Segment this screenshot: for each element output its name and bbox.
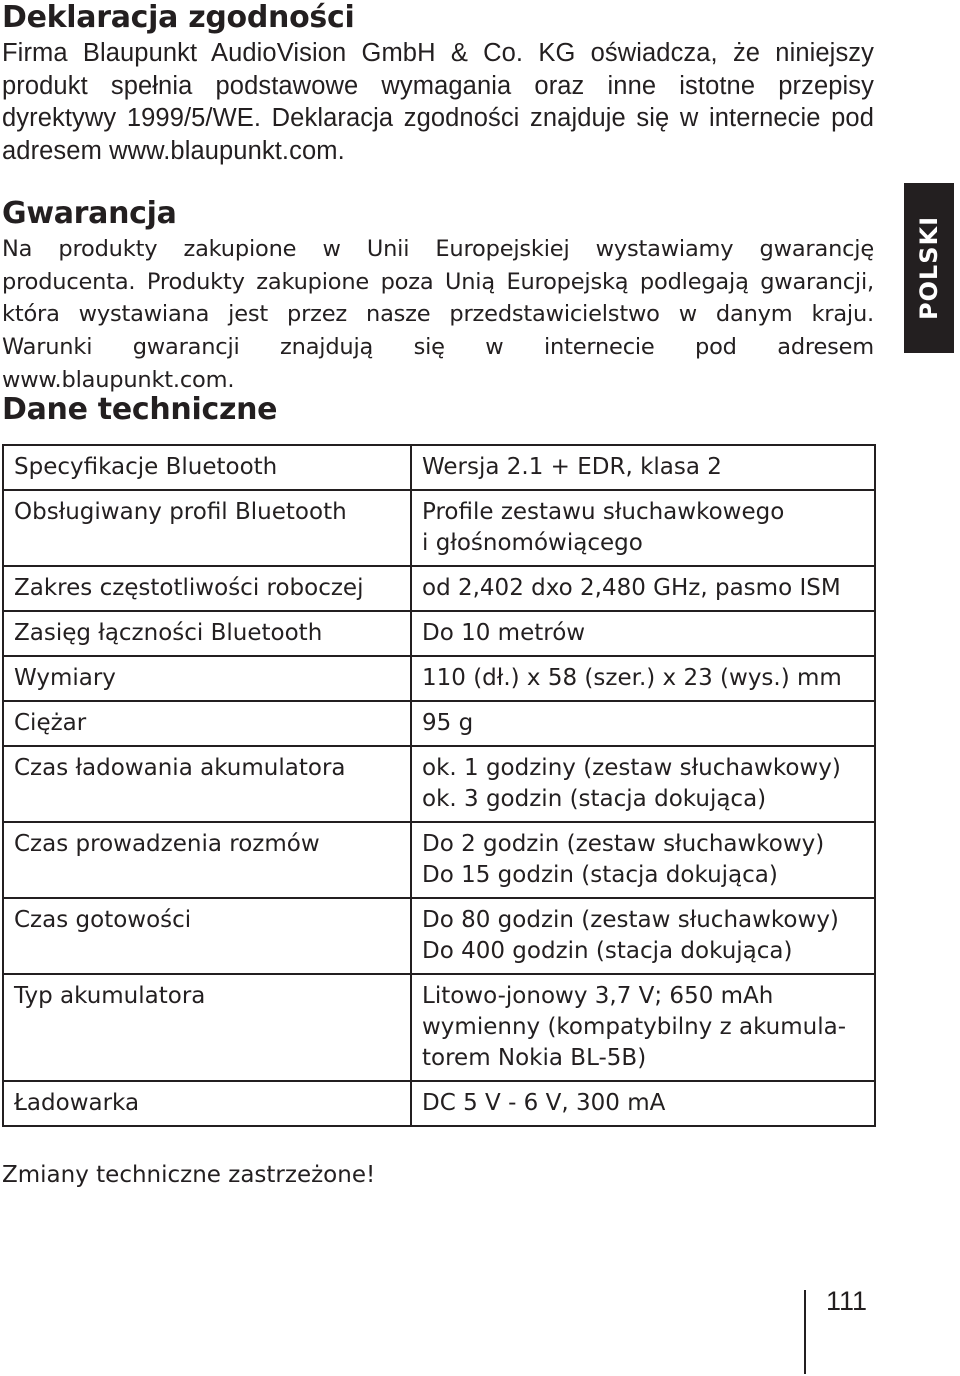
spec-row: [3, 566, 875, 611]
spec-row: [3, 746, 875, 822]
spec-label: Obsługiwany profil Bluetooth: [3, 490, 411, 566]
footer-note: Zmiany techniczne zastrzeżone!: [2, 1162, 376, 1188]
spec-value: [411, 1081, 875, 1126]
spec-label: Czas gotowości: [3, 898, 411, 974]
page-number-divider: [804, 1290, 806, 1374]
spec-value: [411, 701, 875, 746]
warranty-title: Gwarancja: [2, 196, 177, 231]
spec-label: Czas ładowania akumulatora: [3, 746, 411, 822]
spec-value-line: Do 15 godzin (stacja dokująca): [422, 862, 778, 888]
spec-value-line: 95 g: [422, 710, 474, 736]
spec-row: [3, 1081, 875, 1126]
spec-value: [411, 898, 875, 974]
spec-label: Ciężar: [3, 701, 411, 746]
spec-value: [411, 656, 875, 701]
spec-row: [3, 445, 875, 490]
spec-label: Typ akumulatora: [3, 974, 411, 1081]
declaration-body: Firma Blaupunkt AudioVision GmbH & Co. KG oświadcza, że niniejszy produkt spełnia podstawowe wymagania oraz inne istotne przepisy dyrektywy 1999/5/WE. Deklaracja zgodności znajduje się w internecie pod adresem www.blaupunkt.com.: [2, 39, 874, 166]
spec-value-line: Do 2 godzin (zestaw słuchawkowy): [422, 831, 825, 857]
warranty-body: Na produkty zakupione w Unii Europejskiej wystawiamy gwarancję producenta. Produkty zakupione poza Unią Europejską podlegają gwarancji, która wystawiana jest przez nasze przedstawicielstwo w danym kraju. Warunki gwarancji znajdują się w internecie pod adresem www.blaupunkt.com.: [2, 236, 874, 393]
spec-row: [3, 898, 875, 974]
spec-row: [3, 974, 875, 1081]
spec-row: [3, 701, 875, 746]
spec-value-line: Do 400 godzin (stacja dokująca): [422, 938, 793, 964]
spec-label: Ładowarka: [3, 1081, 411, 1126]
spec-value: [411, 822, 875, 898]
spec-value-line: od 2,402 dxo 2,480 GHz, pasmo ISM: [422, 575, 841, 601]
spec-value-line: Do 10 metrów: [422, 620, 586, 646]
spec-label: Specyfikacje Bluetooth: [3, 445, 411, 490]
spec-value: [411, 746, 875, 822]
spec-label: Zakres częstotliwości roboczej: [3, 566, 411, 611]
spec-value-line: ok. 3 godzin (stacja dokująca): [422, 786, 767, 812]
spec-value-line: DC 5 V - 6 V, 300 mA: [422, 1090, 666, 1116]
specs-title: Dane techniczne: [2, 392, 278, 427]
specs-table-body: [3, 445, 875, 1126]
spec-row: [3, 822, 875, 898]
spec-row: [3, 611, 875, 656]
language-side-tab-label: POLSKI: [915, 215, 944, 321]
spec-value-line: ok. 1 godziny (zestaw słuchawkowy): [422, 755, 841, 781]
spec-value-line: i głośnomówiącego: [422, 530, 643, 556]
spec-label: Czas prowadzenia rozmów: [3, 822, 411, 898]
spec-value: [411, 974, 875, 1081]
spec-value: [411, 611, 875, 656]
spec-label: Zasięg łączności Bluetooth: [3, 611, 411, 656]
spec-value: [411, 445, 875, 490]
spec-value-line: Litowo-jonowy 3,7 V; 650 mAh: [422, 983, 774, 1009]
specs-table: [2, 444, 876, 1127]
spec-value-line: torem Nokia BL-5B): [422, 1045, 647, 1071]
declaration-title: Deklaracja zgodności: [2, 0, 355, 35]
language-side-tab: [904, 183, 954, 353]
spec-value-line: 110 (dł.) x 58 (szer.) x 23 (wys.) mm: [422, 665, 842, 691]
spec-row: [3, 490, 875, 566]
spec-value: [411, 490, 875, 566]
spec-row: [3, 656, 875, 701]
page-number: 111: [826, 1286, 868, 1316]
spec-value-line: Wersja 2.1 + EDR, klasa 2: [422, 454, 722, 480]
spec-value-line: Profile zestawu słuchawkowego: [422, 499, 785, 525]
spec-value: [411, 566, 875, 611]
spec-label: Wymiary: [3, 656, 411, 701]
spec-value-line: Do 80 godzin (zestaw słuchawkowy): [422, 907, 839, 933]
spec-value-line: wymienny (kompatybilny z akumula-: [422, 1014, 847, 1040]
